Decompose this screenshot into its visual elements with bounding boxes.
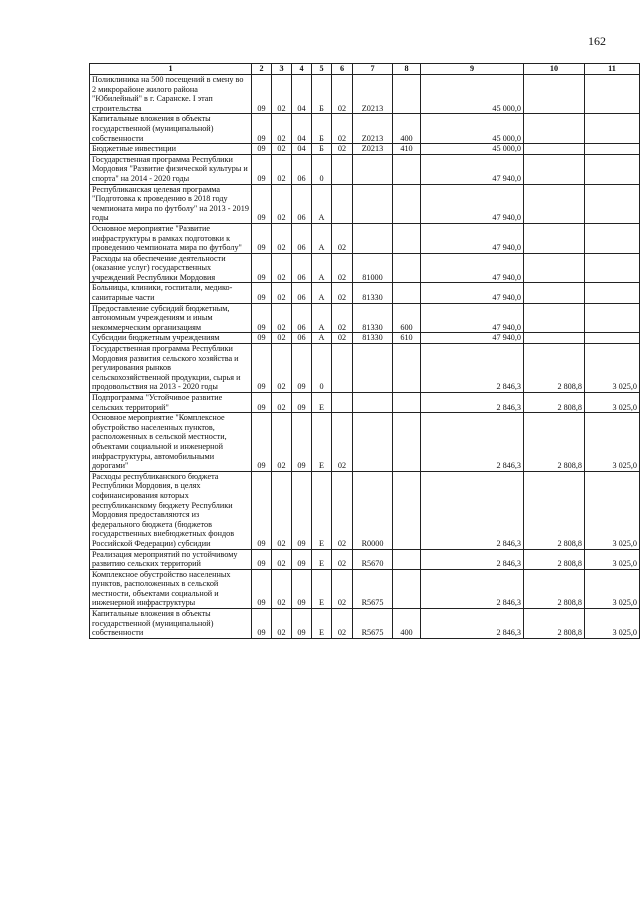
amount-cell (585, 223, 640, 253)
code-cell: А (312, 253, 332, 283)
code-cell: А (312, 333, 332, 344)
table-row (90, 609, 640, 639)
amount-cell (585, 144, 640, 155)
amount-cell: 3 025,0 (585, 413, 640, 472)
amount-cell (585, 303, 640, 333)
code-cell: 04 (292, 144, 312, 155)
amount-cell: 3 025,0 (585, 609, 640, 639)
code-cell (353, 393, 393, 413)
amount-cell (585, 253, 640, 283)
row-name-cell: Больницы, клиники, госпитали, медико-санитарные части (90, 283, 252, 303)
code-cell: 09 (252, 344, 272, 393)
column-header: 6 (332, 64, 353, 75)
table-row (90, 154, 640, 184)
amount-cell (524, 303, 585, 333)
code-cell (353, 223, 393, 253)
code-cell: 02 (332, 144, 353, 155)
code-cell: 02 (272, 333, 292, 344)
code-cell: 02 (332, 114, 353, 144)
row-name-cell: Республиканская целевая программа "Подготовка к проведению в 2018 году чемпионата мира по футболу" на 2013 - 2019 годы (90, 184, 252, 223)
code-cell: 09 (252, 223, 272, 253)
table-row (90, 333, 640, 344)
amount-cell: 3 025,0 (585, 549, 640, 569)
amount-cell: 47 940,0 (421, 184, 524, 223)
code-cell: Б (312, 75, 332, 114)
amount-cell: 2 846,3 (421, 471, 524, 549)
amount-cell: 3 025,0 (585, 471, 640, 549)
amount-cell (524, 144, 585, 155)
code-cell: 600 (393, 303, 421, 333)
code-cell: 04 (292, 75, 312, 114)
code-cell: 09 (252, 184, 272, 223)
code-cell: 06 (292, 154, 312, 184)
amount-cell: 2 808,8 (524, 393, 585, 413)
header-row (90, 64, 640, 75)
code-cell: Z0213 (353, 114, 393, 144)
code-cell: 02 (272, 283, 292, 303)
code-cell (353, 184, 393, 223)
code-cell: 02 (272, 144, 292, 155)
amount-cell: 47 940,0 (421, 303, 524, 333)
code-cell: 06 (292, 303, 312, 333)
code-cell (393, 223, 421, 253)
code-cell (332, 154, 353, 184)
column-header: 7 (353, 64, 393, 75)
code-cell: 09 (292, 471, 312, 549)
row-name-cell: Субсидии бюджетным учреждениям (90, 333, 252, 344)
amount-cell (524, 253, 585, 283)
table-row (90, 413, 640, 472)
code-cell: 04 (292, 114, 312, 144)
code-cell: 02 (332, 413, 353, 472)
table-row (90, 549, 640, 569)
amount-cell: 2 808,8 (524, 549, 585, 569)
amount-cell: 2 808,8 (524, 609, 585, 639)
amount-cell: 2 808,8 (524, 413, 585, 472)
amount-cell: 2 808,8 (524, 344, 585, 393)
code-cell: 06 (292, 253, 312, 283)
row-name-cell: Капитальные вложения в объекты государственной (муниципальной) собственности (90, 609, 252, 639)
amount-cell (524, 223, 585, 253)
amount-cell: 47 940,0 (421, 253, 524, 283)
code-cell: 09 (252, 154, 272, 184)
code-cell: Е (312, 471, 332, 549)
code-cell: 02 (332, 471, 353, 549)
row-name-cell: Поликлиника на 500 посещений в смену во 2 микрорайоне жилого района "Юбилейный" в г. Саранске. I этап строительства (90, 75, 252, 114)
code-cell: 02 (272, 569, 292, 608)
code-cell (332, 184, 353, 223)
table-row (90, 184, 640, 223)
code-cell: 400 (393, 609, 421, 639)
amount-cell: 47 940,0 (421, 333, 524, 344)
column-header: 1 (90, 64, 252, 75)
code-cell (393, 549, 421, 569)
amount-cell: 3 025,0 (585, 344, 640, 393)
code-cell (393, 393, 421, 413)
table-row (90, 223, 640, 253)
code-cell: R5675 (353, 569, 393, 608)
code-cell: Е (312, 549, 332, 569)
column-header: 10 (524, 64, 585, 75)
code-cell: 06 (292, 223, 312, 253)
column-header: 5 (312, 64, 332, 75)
row-name-cell: Реализация мероприятий по устойчивому развитию сельских территорий (90, 549, 252, 569)
row-name-cell: Основное мероприятие "Комплексное обустройство населенных пунктов, расположенных в сельской местности, объектами социальной и инженерной инфраструктуры, автомобильными дорогами" (90, 413, 252, 472)
code-cell: Е (312, 393, 332, 413)
amount-cell: 2 808,8 (524, 569, 585, 608)
code-cell: 02 (272, 609, 292, 639)
column-header: 4 (292, 64, 312, 75)
table-row (90, 253, 640, 283)
row-name-cell: Государственная программа Республики Мордовия "Развитие физической культуры и спорта" на 2014 - 2020 годы (90, 154, 252, 184)
amount-cell: 2 846,3 (421, 413, 524, 472)
code-cell: Е (312, 413, 332, 472)
code-cell: 09 (252, 75, 272, 114)
column-header: 9 (421, 64, 524, 75)
row-name-cell: Бюджетные инвестиции (90, 144, 252, 155)
code-cell: 09 (252, 569, 272, 608)
code-cell: 02 (332, 253, 353, 283)
code-cell: 09 (252, 303, 272, 333)
code-cell: 410 (393, 144, 421, 155)
amount-cell (585, 184, 640, 223)
code-cell: 02 (272, 114, 292, 144)
code-cell (393, 569, 421, 608)
table-row (90, 471, 640, 549)
code-cell: 02 (332, 75, 353, 114)
amount-cell (524, 114, 585, 144)
table-row (90, 569, 640, 608)
amount-cell (524, 184, 585, 223)
row-name-cell: Государственная программа Республики Мордовия развития сельского хозяйства и регулирования рынков сельскохозяйственной продукции, сырья и продовольствия на 2013 - 2020 годы (90, 344, 252, 393)
code-cell (332, 393, 353, 413)
code-cell: 09 (292, 609, 312, 639)
column-header: 8 (393, 64, 421, 75)
amount-cell: 45 000,0 (421, 144, 524, 155)
code-cell: А (312, 283, 332, 303)
row-name-cell: Комплексное обустройство населенных пунктов, расположенных в сельской местности, объектами социальной и инженерной инфраструктуры (90, 569, 252, 608)
code-cell: 02 (272, 413, 292, 472)
code-cell: 02 (332, 223, 353, 253)
code-cell: 02 (332, 283, 353, 303)
column-header: 2 (252, 64, 272, 75)
table-row (90, 75, 640, 114)
code-cell (332, 344, 353, 393)
table-row (90, 144, 640, 155)
amount-cell (524, 154, 585, 184)
amount-cell (524, 75, 585, 114)
table-body (90, 75, 640, 639)
code-cell: 09 (252, 114, 272, 144)
table-row (90, 344, 640, 393)
code-cell: 02 (332, 569, 353, 608)
amount-cell (524, 333, 585, 344)
amount-cell: 47 940,0 (421, 154, 524, 184)
amount-cell: 45 000,0 (421, 75, 524, 114)
code-cell (393, 253, 421, 283)
code-cell: Z0213 (353, 144, 393, 155)
table-row (90, 283, 640, 303)
code-cell (393, 471, 421, 549)
amount-cell: 2 846,3 (421, 569, 524, 608)
code-cell: 81330 (353, 283, 393, 303)
code-cell: А (312, 223, 332, 253)
code-cell: А (312, 303, 332, 333)
row-name-cell: Расходы на обеспечение деятельности (оказание услуг) государственных учреждений Республики Мордовия (90, 253, 252, 283)
code-cell: 02 (272, 393, 292, 413)
code-cell: R0000 (353, 471, 393, 549)
code-cell (353, 154, 393, 184)
column-header: 3 (272, 64, 292, 75)
table-row (90, 393, 640, 413)
code-cell: А (312, 184, 332, 223)
amount-cell: 3 025,0 (585, 569, 640, 608)
code-cell: 06 (292, 184, 312, 223)
code-cell: 02 (332, 609, 353, 639)
amount-cell: 47 940,0 (421, 283, 524, 303)
code-cell: 02 (272, 253, 292, 283)
code-cell: 09 (252, 333, 272, 344)
code-cell: 09 (252, 253, 272, 283)
code-cell: 09 (252, 283, 272, 303)
code-cell: 02 (272, 184, 292, 223)
table-row (90, 114, 640, 144)
table-row (90, 303, 640, 333)
code-cell: 06 (292, 333, 312, 344)
amount-cell: 2 846,3 (421, 549, 524, 569)
row-name-cell: Капитальные вложения в объекты государственной (муниципальной) собственности (90, 114, 252, 144)
code-cell: 09 (252, 549, 272, 569)
code-cell: 02 (332, 549, 353, 569)
row-name-cell: Подпрограмма "Устойчивое развитие сельских территорий" (90, 393, 252, 413)
code-cell: 02 (272, 471, 292, 549)
code-cell (393, 413, 421, 472)
code-cell: 0 (312, 344, 332, 393)
amount-cell: 2 846,3 (421, 344, 524, 393)
row-name-cell: Основное мероприятие "Развитие инфраструктуры в рамках подготовки к проведению чемпионата мира по футболу" (90, 223, 252, 253)
code-cell: 09 (292, 549, 312, 569)
amount-cell (524, 283, 585, 303)
code-cell: Е (312, 609, 332, 639)
code-cell (353, 344, 393, 393)
code-cell: 06 (292, 283, 312, 303)
code-cell: 02 (272, 303, 292, 333)
code-cell: 09 (252, 471, 272, 549)
code-cell (353, 413, 393, 472)
column-header: 11 (585, 64, 640, 75)
amount-cell (585, 75, 640, 114)
code-cell: 02 (332, 303, 353, 333)
code-cell: R5675 (353, 609, 393, 639)
code-cell (393, 344, 421, 393)
code-cell: 09 (252, 393, 272, 413)
code-cell (393, 154, 421, 184)
code-cell: 09 (252, 144, 272, 155)
code-cell (393, 184, 421, 223)
amount-cell (585, 333, 640, 344)
code-cell: 81000 (353, 253, 393, 283)
code-cell (393, 283, 421, 303)
code-cell: 09 (252, 413, 272, 472)
code-cell: 02 (272, 223, 292, 253)
code-cell: 09 (292, 413, 312, 472)
budget-table (89, 63, 640, 639)
page-number: 162 (588, 34, 606, 48)
code-cell: 09 (292, 344, 312, 393)
code-cell: 09 (292, 569, 312, 608)
code-cell: 02 (332, 333, 353, 344)
code-cell: 02 (272, 154, 292, 184)
code-cell: 09 (252, 609, 272, 639)
amount-cell: 3 025,0 (585, 393, 640, 413)
amount-cell (585, 114, 640, 144)
code-cell: 02 (272, 75, 292, 114)
code-cell: Z0213 (353, 75, 393, 114)
amount-cell: 2 846,3 (421, 609, 524, 639)
code-cell: 81330 (353, 333, 393, 344)
code-cell: R5670 (353, 549, 393, 569)
code-cell (393, 75, 421, 114)
code-cell: 81330 (353, 303, 393, 333)
amount-cell (585, 283, 640, 303)
amount-cell: 2 846,3 (421, 393, 524, 413)
code-cell: 400 (393, 114, 421, 144)
amount-cell: 45 000,0 (421, 114, 524, 144)
code-cell: Б (312, 144, 332, 155)
row-name-cell: Расходы республиканского бюджета Республики Мордовия, в целях софинансирования которых республиканскому бюджету Республики Мордовия предоставляются из федерального бюджета (бюджетов государственных внебюджетных фондов Российской Федерации) субсидии (90, 471, 252, 549)
code-cell: 09 (292, 393, 312, 413)
code-cell: 02 (272, 549, 292, 569)
code-cell: 0 (312, 154, 332, 184)
code-cell: 610 (393, 333, 421, 344)
amount-cell: 47 940,0 (421, 223, 524, 253)
amount-cell (585, 154, 640, 184)
code-cell: 02 (272, 344, 292, 393)
code-cell: Б (312, 114, 332, 144)
code-cell: Е (312, 569, 332, 608)
amount-cell: 2 808,8 (524, 471, 585, 549)
row-name-cell: Предоставление субсидий бюджетным, автономным учреждениям и иным некоммерческим организациям (90, 303, 252, 333)
